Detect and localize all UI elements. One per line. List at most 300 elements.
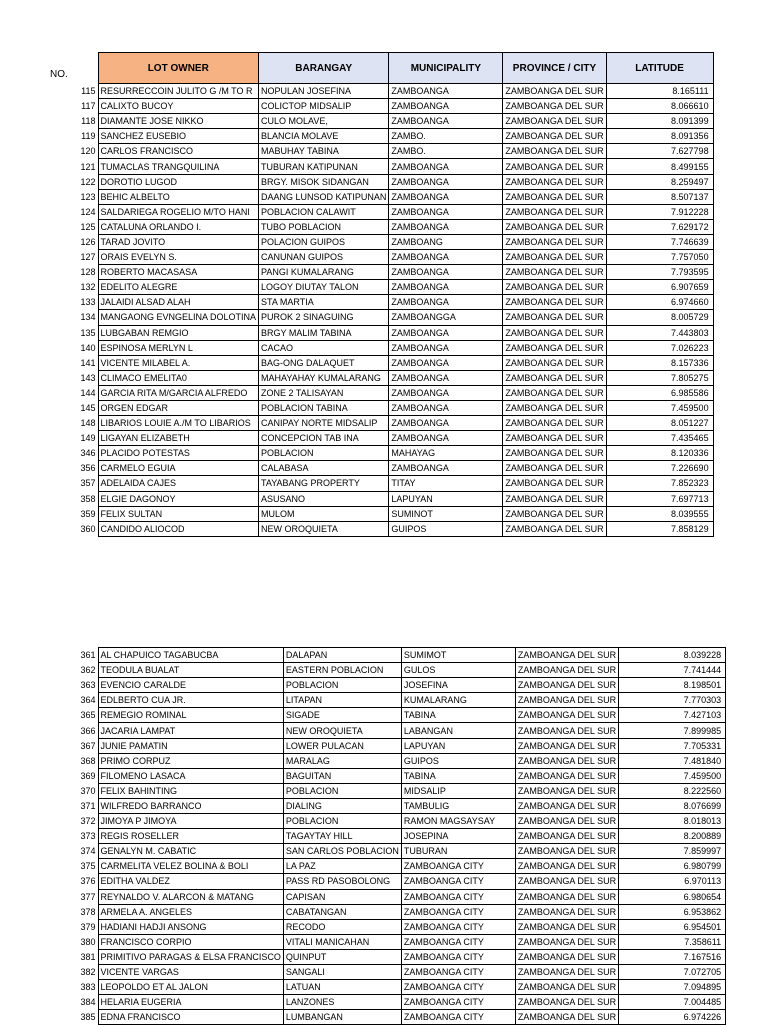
latitude-cell: 8.259497: [606, 174, 713, 189]
table-row: [48, 995, 726, 1010]
municipality-cell: MIDSALIP: [401, 783, 515, 798]
municipality-cell: ZAMBOANGA: [389, 159, 503, 174]
barangay-cell: VITALI MANICAHAN: [283, 934, 401, 949]
barangay-cell: COLICTOP MIDSALIP: [259, 99, 389, 114]
latitude-cell: 7.757050: [606, 250, 713, 265]
municipality-cell: JOSEFINA: [401, 678, 515, 693]
province-cell: ZAMBOANGA DEL SUR: [503, 99, 606, 114]
table-row: [48, 446, 713, 461]
table-row: [48, 295, 713, 310]
municipality-cell: ZAMBOANGA: [389, 250, 503, 265]
lot-owner-cell: FILOMENO LASACA: [98, 768, 283, 783]
barangay-cell: STA MARTIA: [259, 295, 389, 310]
lot-owner-cell: CANDIDO ALIOCOD: [98, 521, 259, 536]
municipality-cell: ZAMBOANGA: [389, 265, 503, 280]
latitude-cell: 7.705331: [619, 738, 726, 753]
lot-owner-cell: HELARIA EUGERIA: [98, 995, 283, 1010]
barangay-cell: LITAPAN: [283, 693, 401, 708]
latitude-cell: 8.499155: [606, 159, 713, 174]
latitude-cell: 7.852323: [606, 476, 713, 491]
table-row: [48, 904, 726, 919]
lot-owner-cell: BEHIC ALBELTO: [98, 189, 259, 204]
barangay-cell: NOPULAN JOSEFINA: [259, 84, 389, 99]
latitude-cell: 7.443803: [606, 325, 713, 340]
province-cell: ZAMBOANGA DEL SUR: [503, 174, 606, 189]
header-latitude: LATITUDE: [606, 53, 713, 84]
latitude-cell: 7.459500: [619, 768, 726, 783]
table-row: [48, 340, 713, 355]
province-cell: ZAMBOANGA DEL SUR: [503, 250, 606, 265]
municipality-cell: ZAMBOANGA: [389, 114, 503, 129]
row-number: 362: [80, 665, 96, 676]
table-row: [48, 461, 713, 476]
province-cell: ZAMBOANGA DEL SUR: [515, 1010, 618, 1025]
table-row: [48, 416, 713, 431]
municipality-cell: ZAMBOANGA CITY: [401, 949, 515, 964]
header-municipality: MUNICIPALITY: [389, 53, 503, 84]
row-number: 364: [80, 695, 96, 706]
row-number: 372: [80, 816, 96, 827]
table-row: [48, 84, 713, 99]
barangay-cell: POBLACION: [283, 814, 401, 829]
municipality-cell: ZAMBOANGA CITY: [401, 889, 515, 904]
barangay-cell: PANGI KUMALARANG: [259, 265, 389, 280]
latitude-cell: 7.858129: [606, 521, 713, 536]
province-cell: ZAMBOANGA DEL SUR: [503, 370, 606, 385]
lot-owner-cell: REYNALDO V. ALARCON & MATANG: [98, 889, 283, 904]
lot-owner-cell: JALAIDI ALSAD ALAH: [98, 295, 259, 310]
barangay-cell: TUBURAN KATIPUNAN: [259, 159, 389, 174]
row-number: 361: [80, 650, 96, 661]
barangay-cell: LANZONES: [283, 995, 401, 1010]
row-number: 378: [80, 906, 96, 917]
municipality-cell: ZAMBOANGA: [389, 295, 503, 310]
header-province-city: PROVINCE / CITY: [503, 53, 606, 84]
lot-owner-cell: CATALUNA ORLANDO I.: [98, 219, 259, 234]
province-cell: ZAMBOANGA DEL SUR: [503, 340, 606, 355]
municipality-cell: GUIPOS: [401, 753, 515, 768]
latitude-cell: 7.481840: [619, 753, 726, 768]
province-cell: ZAMBOANGA DEL SUR: [503, 144, 606, 159]
latitude-cell: 6.954501: [619, 919, 726, 934]
barangay-cell: BRGY. MISOK SIDANGAN: [259, 174, 389, 189]
header-lot-owner: LOT OWNER: [98, 53, 259, 84]
province-cell: ZAMBOANGA DEL SUR: [515, 874, 618, 889]
table-row: [48, 400, 713, 415]
row-number: 121: [80, 161, 96, 172]
lot-owner-cell: LIBARIOS LOUIE A./M TO LIBARIOS: [98, 416, 259, 431]
latitude-cell: 7.793595: [606, 265, 713, 280]
row-number: 360: [80, 523, 96, 534]
row-number: 369: [80, 770, 96, 781]
lot-owner-cell: DIAMANTE JOSE NIKKO: [98, 114, 259, 129]
table-row: [48, 738, 726, 753]
row-number: 367: [80, 740, 96, 751]
barangay-cell: ZONE 2 TALISAYAN: [259, 385, 389, 400]
row-number: 375: [80, 861, 96, 872]
barangay-cell: ASUSANO: [259, 491, 389, 506]
barangay-cell: CABATANGAN: [283, 904, 401, 919]
lot-owner-cell: ORAIS EVELYN S.: [98, 250, 259, 265]
row-number: 145: [80, 403, 96, 414]
latitude-cell: 7.627798: [606, 144, 713, 159]
municipality-cell: ZAMBOANGA: [389, 385, 503, 400]
latitude-cell: 7.072705: [619, 964, 726, 979]
lot-owner-cell: EDELITO ALEGRE: [98, 280, 259, 295]
province-cell: ZAMBOANGA DEL SUR: [515, 768, 618, 783]
latitude-cell: 6.974660: [606, 295, 713, 310]
table-row: [48, 798, 726, 813]
province-cell: ZAMBOANGA DEL SUR: [503, 234, 606, 249]
table-row: [48, 159, 713, 174]
municipality-cell: LAPUYAN: [401, 738, 515, 753]
barangay-cell: CALABASA: [259, 461, 389, 476]
row-number: 120: [80, 146, 96, 157]
table-row: [48, 768, 726, 783]
province-cell: ZAMBOANGA DEL SUR: [515, 844, 618, 859]
row-number: 135: [80, 327, 96, 338]
lot-owner-cell: FELIX SULTAN: [98, 506, 259, 521]
province-cell: ZAMBOANGA DEL SUR: [503, 219, 606, 234]
province-cell: ZAMBOANGA DEL SUR: [503, 189, 606, 204]
row-number: 370: [80, 785, 96, 796]
province-cell: ZAMBOANGA DEL SUR: [503, 295, 606, 310]
latitude-cell: 7.427103: [619, 708, 726, 723]
row-number: 359: [80, 508, 96, 519]
lot-owner-cell: REMEGIO ROMINAL: [98, 708, 283, 723]
row-number: 366: [80, 725, 96, 736]
lot-owner-cell: FRANCISCO CORPIO: [98, 934, 283, 949]
table-row: [48, 980, 726, 995]
lot-owner-cell: JACARIA LAMPAT: [98, 723, 283, 738]
row-number: 123: [80, 191, 96, 202]
municipality-cell: ZAMBOANGA CITY: [401, 934, 515, 949]
barangay-cell: SAN CARLOS POBLACION: [283, 844, 401, 859]
lot-owner-cell: AL CHAPUICO TAGABUCBA: [98, 648, 283, 663]
province-cell: ZAMBOANGA DEL SUR: [503, 521, 606, 536]
barangay-cell: RECODO: [283, 919, 401, 934]
barangay-cell: CANIPAY NORTE MIDSALIP: [259, 416, 389, 431]
latitude-cell: 7.629172: [606, 219, 713, 234]
lot-owner-cell: PLACIDO POTESTAS: [98, 446, 259, 461]
barangay-cell: BRGY MALIM TABINA: [259, 325, 389, 340]
row-number: 384: [80, 997, 96, 1008]
lot-owner-cell: SANCHEZ EUSEBIO: [98, 129, 259, 144]
municipality-cell: ZAMBOANGA CITY: [401, 980, 515, 995]
row-number: 376: [80, 876, 96, 887]
barangay-cell: MULOM: [259, 506, 389, 521]
barangay-cell: PUROK 2 SINAGUING: [259, 310, 389, 325]
municipality-cell: ZAMBO.: [389, 129, 503, 144]
latitude-cell: 7.805275: [606, 370, 713, 385]
latitude-cell: 7.435465: [606, 431, 713, 446]
latitude-cell: 7.899985: [619, 723, 726, 738]
province-cell: ZAMBOANGA DEL SUR: [503, 280, 606, 295]
lot-owner-cell: JUNIE PAMATIN: [98, 738, 283, 753]
barangay-cell: POBLACION: [259, 446, 389, 461]
barangay-cell: BLANCIA MOLAVE: [259, 129, 389, 144]
latitude-cell: 8.018013: [619, 814, 726, 829]
lot-owner-cell: DOROTIO LUGOD: [98, 174, 259, 189]
row-number: 363: [80, 680, 96, 691]
latitude-cell: 8.198501: [619, 678, 726, 693]
barangay-cell: POBLACION: [283, 678, 401, 693]
province-cell: ZAMBOANGA DEL SUR: [503, 400, 606, 415]
barangay-cell: BAG-ONG DALAQUET: [259, 355, 389, 370]
latitude-cell: 7.770303: [619, 693, 726, 708]
row-number: 356: [80, 463, 96, 474]
province-cell: ZAMBOANGA DEL SUR: [503, 265, 606, 280]
row-number: 379: [80, 921, 96, 932]
table-row: [48, 919, 726, 934]
table-row: [48, 325, 713, 340]
lot-owner-cell: RESURRECCOIN JULITO G /M TO R: [98, 84, 259, 99]
latitude-cell: 8.039228: [619, 648, 726, 663]
row-number: 149: [80, 433, 96, 444]
table-row: [48, 814, 726, 829]
province-cell: ZAMBOANGA DEL SUR: [515, 904, 618, 919]
header-row: [48, 53, 713, 84]
row-number: 140: [80, 342, 96, 353]
row-number: 377: [80, 891, 96, 902]
row-number: 383: [80, 982, 96, 993]
latitude-cell: 6.980654: [619, 889, 726, 904]
province-cell: ZAMBOANGA DEL SUR: [503, 84, 606, 99]
latitude-cell: 6.974226: [619, 1010, 726, 1025]
lot-owner-cell: MANGAONG EVNGELINA DOLOTINA: [98, 310, 259, 325]
table-row: [48, 204, 713, 219]
row-number: 127: [80, 252, 96, 263]
table-row: [48, 431, 713, 446]
lot-owner-cell: EDNA FRANCISCO: [98, 1010, 283, 1025]
latitude-cell: 6.907659: [606, 280, 713, 295]
latitude-cell: 8.200889: [619, 829, 726, 844]
table-row: [48, 829, 726, 844]
latitude-cell: 6.985586: [606, 385, 713, 400]
barangay-cell: CONCEPCION TAB INA: [259, 431, 389, 446]
municipality-cell: LABANGAN: [401, 723, 515, 738]
lot-owner-cell: LEOPOLDO ET AL JALON: [98, 980, 283, 995]
header-no-blank: [48, 53, 98, 84]
row-number: 124: [80, 206, 96, 217]
province-cell: ZAMBOANGA DEL SUR: [503, 310, 606, 325]
row-number: 133: [80, 297, 96, 308]
province-cell: ZAMBOANGA DEL SUR: [515, 934, 618, 949]
row-number: 141: [80, 357, 96, 368]
province-cell: ZAMBOANGA DEL SUR: [503, 431, 606, 446]
municipality-cell: MAHAYAG: [389, 446, 503, 461]
lot-owner-table-top: [48, 52, 714, 537]
table-row: [48, 189, 713, 204]
row-number: 134: [80, 312, 96, 323]
row-number: 368: [80, 755, 96, 766]
province-cell: ZAMBOANGA DEL SUR: [515, 663, 618, 678]
row-number: 126: [80, 236, 96, 247]
table-body-top: [48, 84, 713, 537]
municipality-cell: JOSEPINA: [401, 829, 515, 844]
province-cell: ZAMBOANGA DEL SUR: [503, 114, 606, 129]
municipality-cell: SUMINOT: [389, 506, 503, 521]
lot-owner-cell: CARMELITA VELEZ BOLINA & BOLI: [98, 859, 283, 874]
row-number: 382: [80, 967, 96, 978]
municipality-cell: ZAMBOANG: [389, 234, 503, 249]
lot-owner-cell: ARMELA A. ANGELES: [98, 904, 283, 919]
province-cell: ZAMBOANGA DEL SUR: [503, 159, 606, 174]
barangay-cell: LA PAZ: [283, 859, 401, 874]
latitude-cell: 8.066610: [606, 99, 713, 114]
latitude-cell: 8.005729: [606, 310, 713, 325]
municipality-cell: ZAMBOANGA CITY: [401, 874, 515, 889]
lot-owner-cell: VICENTE VARGAS: [98, 964, 283, 979]
province-cell: ZAMBOANGA DEL SUR: [515, 889, 618, 904]
table-row: [48, 964, 726, 979]
table-row: [48, 1010, 726, 1025]
table-row: [48, 708, 726, 723]
barangay-cell: SANGALI: [283, 964, 401, 979]
lot-owner-cell: PRIMO CORPUZ: [98, 753, 283, 768]
province-cell: ZAMBOANGA DEL SUR: [515, 995, 618, 1010]
municipality-cell: ZAMBOANGA: [389, 461, 503, 476]
latitude-cell: 8.157336: [606, 355, 713, 370]
row-number: 373: [80, 831, 96, 842]
latitude-cell: 7.026223: [606, 340, 713, 355]
table-row: [48, 491, 713, 506]
row-number: 122: [80, 176, 96, 187]
barangay-cell: NEW OROQUIETA: [283, 723, 401, 738]
table-row: [48, 949, 726, 964]
latitude-cell: 8.222560: [619, 783, 726, 798]
municipality-cell: ZAMBOANGA: [389, 84, 503, 99]
lot-owner-cell: ELGIE DAGONOY: [98, 491, 259, 506]
row-number: 148: [80, 418, 96, 429]
barangay-cell: POBLACION CALAWIT: [259, 204, 389, 219]
province-cell: ZAMBOANGA DEL SUR: [515, 753, 618, 768]
municipality-cell: GUIPOS: [389, 521, 503, 536]
latitude-cell: 8.051227: [606, 416, 713, 431]
barangay-cell: CULO MOLAVE,: [259, 114, 389, 129]
row-number: 128: [80, 267, 96, 278]
latitude-cell: 8.091399: [606, 114, 713, 129]
table-row: [48, 99, 713, 114]
barangay-cell: MAHAYAHAY KUMALARANG: [259, 370, 389, 385]
table-row: [48, 648, 726, 663]
lot-owner-cell: WILFREDO BARRANCO: [98, 798, 283, 813]
province-cell: ZAMBOANGA DEL SUR: [503, 491, 606, 506]
table-row: [48, 370, 713, 385]
barangay-cell: CANUNAN GUIPOS: [259, 250, 389, 265]
latitude-cell: 8.076699: [619, 798, 726, 813]
row-number: 143: [80, 372, 96, 383]
barangay-cell: LOWER PULACAN: [283, 738, 401, 753]
province-cell: ZAMBOANGA DEL SUR: [503, 506, 606, 521]
barangay-cell: CACAO: [259, 340, 389, 355]
municipality-cell: ZAMBOANGA: [389, 99, 503, 114]
province-cell: ZAMBOANGA DEL SUR: [503, 204, 606, 219]
table-row: [48, 265, 713, 280]
lot-owner-cell: REGIS ROSELLER: [98, 829, 283, 844]
row-number: 381: [80, 951, 96, 962]
province-cell: ZAMBOANGA DEL SUR: [503, 129, 606, 144]
municipality-cell: ZAMBOANGA: [389, 219, 503, 234]
province-cell: ZAMBOANGA DEL SUR: [503, 461, 606, 476]
no-column-label: NO.: [50, 69, 68, 80]
table-row: [48, 250, 713, 265]
lot-owner-cell: SALDARIEGA ROGELIO M/TO HANI: [98, 204, 259, 219]
municipality-cell: LAPUYAN: [389, 491, 503, 506]
latitude-cell: 8.507137: [606, 189, 713, 204]
municipality-cell: SUMIMOT: [401, 648, 515, 663]
row-number: 119: [81, 131, 96, 142]
table-row: [48, 129, 713, 144]
table-row: [48, 844, 726, 859]
lot-owner-cell: TARAD JOVITO: [98, 234, 259, 249]
province-cell: ZAMBOANGA DEL SUR: [515, 708, 618, 723]
row-number: 374: [80, 846, 96, 857]
barangay-cell: TUBO POBLACION: [259, 219, 389, 234]
lot-owner-cell: ESPINOSA MERLYN L: [98, 340, 259, 355]
latitude-cell: 7.167516: [619, 949, 726, 964]
barangay-cell: POBLACION TABINA: [259, 400, 389, 415]
lot-owner-cell: FELIX BAHINTING: [98, 783, 283, 798]
municipality-cell: ZAMBOANGA: [389, 416, 503, 431]
province-cell: ZAMBOANGA DEL SUR: [503, 325, 606, 340]
province-cell: ZAMBOANGA DEL SUR: [515, 949, 618, 964]
barangay-cell: LOGOY DIUTAY TALON: [259, 280, 389, 295]
province-cell: ZAMBOANGA DEL SUR: [503, 355, 606, 370]
municipality-cell: TITAY: [389, 476, 503, 491]
row-number: 385: [80, 1012, 96, 1023]
province-cell: ZAMBOANGA DEL SUR: [503, 385, 606, 400]
municipality-cell: TAMBULIG: [401, 798, 515, 813]
latitude-cell: 8.091356: [606, 129, 713, 144]
lot-owner-cell: CARLOS FRANCISCO: [98, 144, 259, 159]
barangay-cell: MARALAG: [283, 753, 401, 768]
lot-owner-cell: LUBGABAN REMGIO: [98, 325, 259, 340]
province-cell: ZAMBOANGA DEL SUR: [515, 678, 618, 693]
province-cell: ZAMBOANGA DEL SUR: [515, 964, 618, 979]
table-row: [48, 723, 726, 738]
table-row: [48, 934, 726, 949]
province-cell: ZAMBOANGA DEL SUR: [515, 723, 618, 738]
row-number: 371: [80, 800, 96, 811]
municipality-cell: ZAMBOANGA: [389, 174, 503, 189]
latitude-cell: 6.970113: [619, 874, 726, 889]
barangay-cell: POBLACION: [283, 783, 401, 798]
province-cell: ZAMBOANGA DEL SUR: [515, 919, 618, 934]
municipality-cell: ZAMBOANGA CITY: [401, 919, 515, 934]
table-row: [48, 693, 726, 708]
municipality-cell: ZAMBOANGA: [389, 280, 503, 295]
latitude-cell: 7.358611: [619, 934, 726, 949]
barangay-cell: LATUAN: [283, 980, 401, 995]
latitude-cell: 7.094895: [619, 980, 726, 995]
lot-owner-cell: LIGAYAN ELIZABETH: [98, 431, 259, 446]
barangay-cell: TAYABANG PROPERTY: [259, 476, 389, 491]
barangay-cell: DALAPAN: [283, 648, 401, 663]
municipality-cell: ZAMBOANGA CITY: [401, 904, 515, 919]
table-row: [48, 310, 713, 325]
table-row: [48, 753, 726, 768]
lot-owner-cell: GENALYN M. CABATIC: [98, 844, 283, 859]
latitude-cell: 7.746639: [606, 234, 713, 249]
table-row: [48, 783, 726, 798]
latitude-cell: 8.120336: [606, 446, 713, 461]
latitude-cell: 7.697713: [606, 491, 713, 506]
table-row: [48, 859, 726, 874]
lot-owner-cell: EVENCIO CARALDE: [98, 678, 283, 693]
row-number: 132: [80, 282, 96, 293]
table-row: [48, 355, 713, 370]
